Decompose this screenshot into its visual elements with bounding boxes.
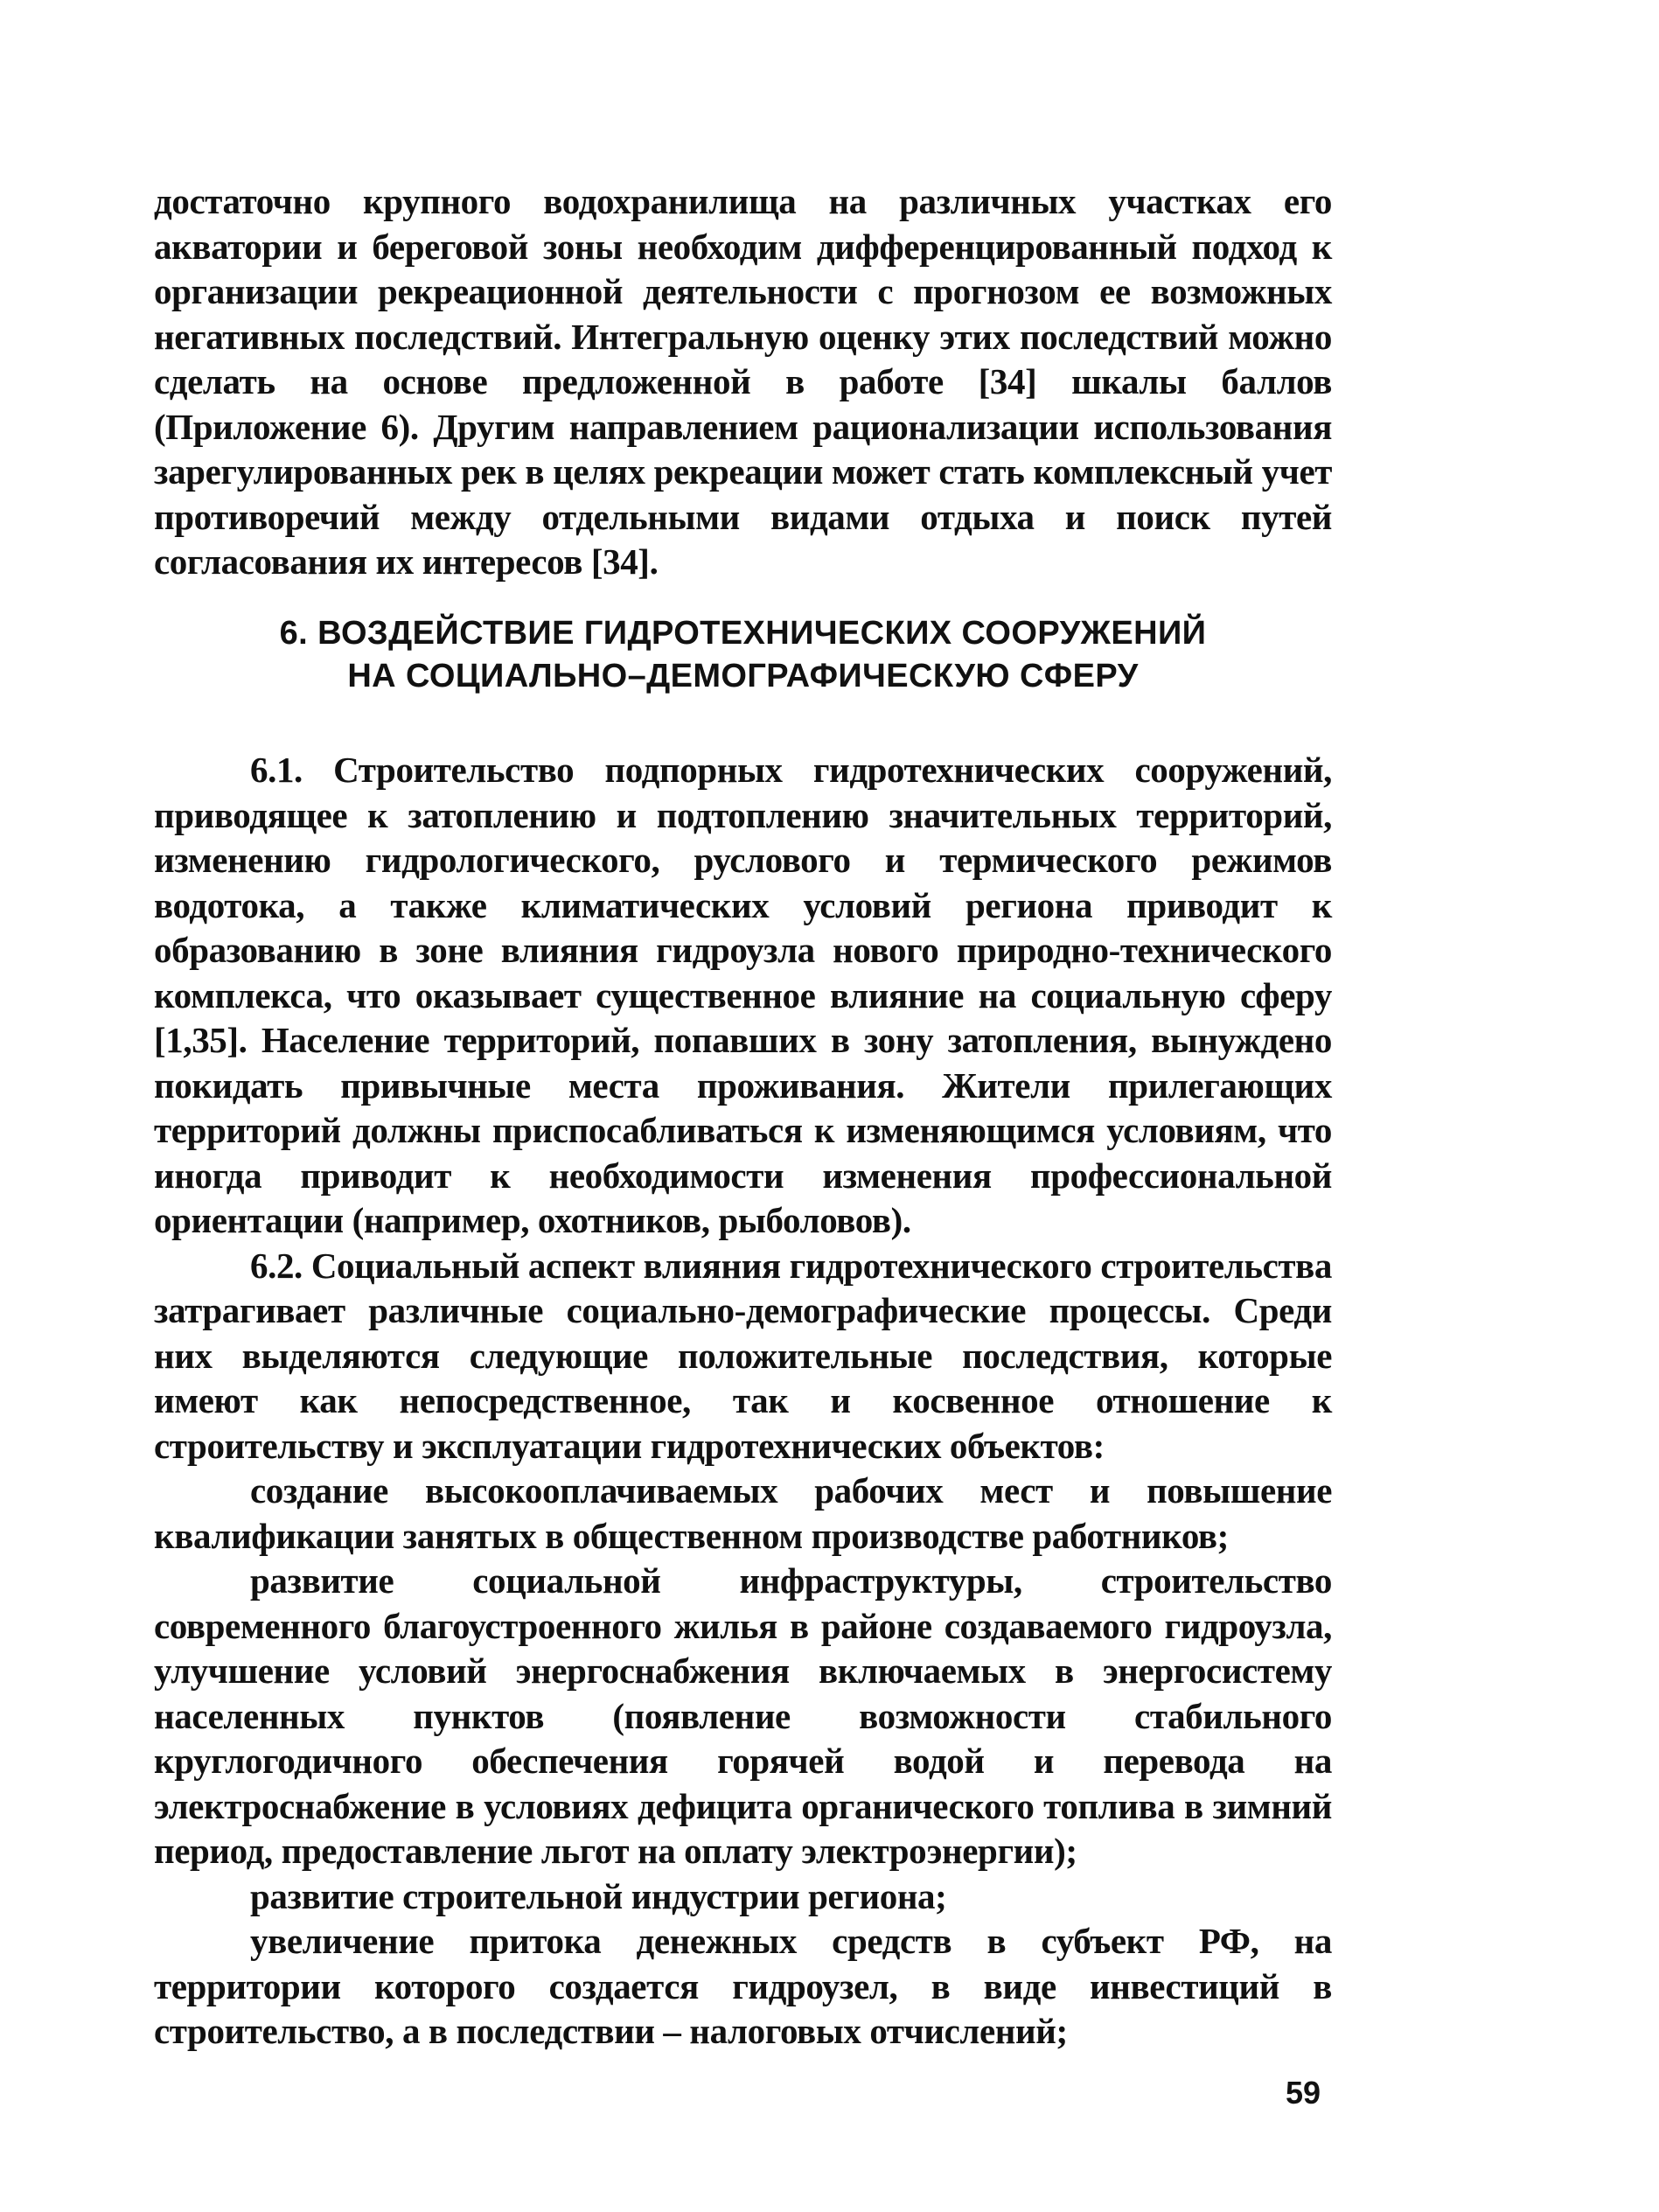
section-body (154, 748, 1332, 2055)
list-item: увеличение притока денежных средств в субъект РФ, на территории которого создается гидроузел, в виде инвестиций в строительство, а в последствии – налоговых отчислений; (154, 1921, 1332, 2051)
paragraph-number: 6.2. (250, 1245, 303, 1286)
paragraph-text: Социальный аспект влияния гидротехнического строительства затрагивает различные социально-демографические процессы. Среди них выделяются следующие положительные последствия, которые имеют как непосредственное, так и косвенное отношение к строительству и эксплуатации гидротехнических объектов: (154, 1245, 1332, 1466)
section-heading (154, 612, 1332, 698)
paragraph-number: 6.1. (250, 750, 303, 790)
paragraph-text: Строительство подпорных гидротехнических сооружений, приводящее к затоплению и подтоплению значительных территорий, изменению гидрологического, руслового и термического режимов водотока, а также климатических условий региона приводит к образованию в зоне влияния гидроузла нового природно-технического комплекса, что оказывает существенное влияние на социальную сферу [1,35]. Население территорий, попавших в зону затопления, вынуждено покидать привычные места проживания. Жители прилегающих территорий должны приспосабливаться к изменяющимся условиям, что иногда приводит к необходимости изменения профессиональной ориентации (например, охотников, рыболовов). (154, 750, 1332, 1240)
intro-paragraph: достаточно крупного водохранилища на различных участках его акватории и береговой зоны необходим дифференцированный подход к организации рекреационной деятельности с прогнозом ее возможных негативных последствий. Интегральную оценку этих последствий можно сделать на основе предложенной в работе [34] шкалы баллов (Приложение 6). Другим направлением рационализации использования зарегулированных рек в целях рекреации может стать комплексный учет противоречий между отдельными видами отдыха и поиск путей согласования их интересов [34]. (154, 181, 1332, 582)
section-heading-line2: НА СОЦИАЛЬНО–ДЕМОГРАФИЧЕСКУЮ СФЕРУ (347, 658, 1139, 694)
intro-block (154, 179, 1332, 585)
paragraph-6-2 (154, 1244, 1332, 1469)
page-number: 59 (1285, 2075, 1321, 2111)
list-item: развитие социальной инфраструктуры, строительство современного благоустроенного жилья в районе создаваемого гидроузла, улучшение условий энергоснабжения включаемых в энергосистему населенных пунктов (появление возможности стабильного круглогодичного обеспечения горячей водой и перевода на электроснабжение в условиях дефицита органического топлива в зимний период, предоставление льгот на оплату электроэнергии); (154, 1560, 1332, 1871)
list-item: создание высокооплачиваемых рабочих мест и повышение квалификации занятых в общественном производстве работников; (154, 1470, 1332, 1556)
section-heading-line1: 6. ВОЗДЕЙСТВИЕ ГИДРОТЕХНИЧЕСКИХ СООРУЖЕНИЙ (279, 615, 1207, 652)
paragraph-6-1 (154, 748, 1332, 1244)
list-item: развитие строительной индустрии региона; (250, 1875, 947, 1916)
